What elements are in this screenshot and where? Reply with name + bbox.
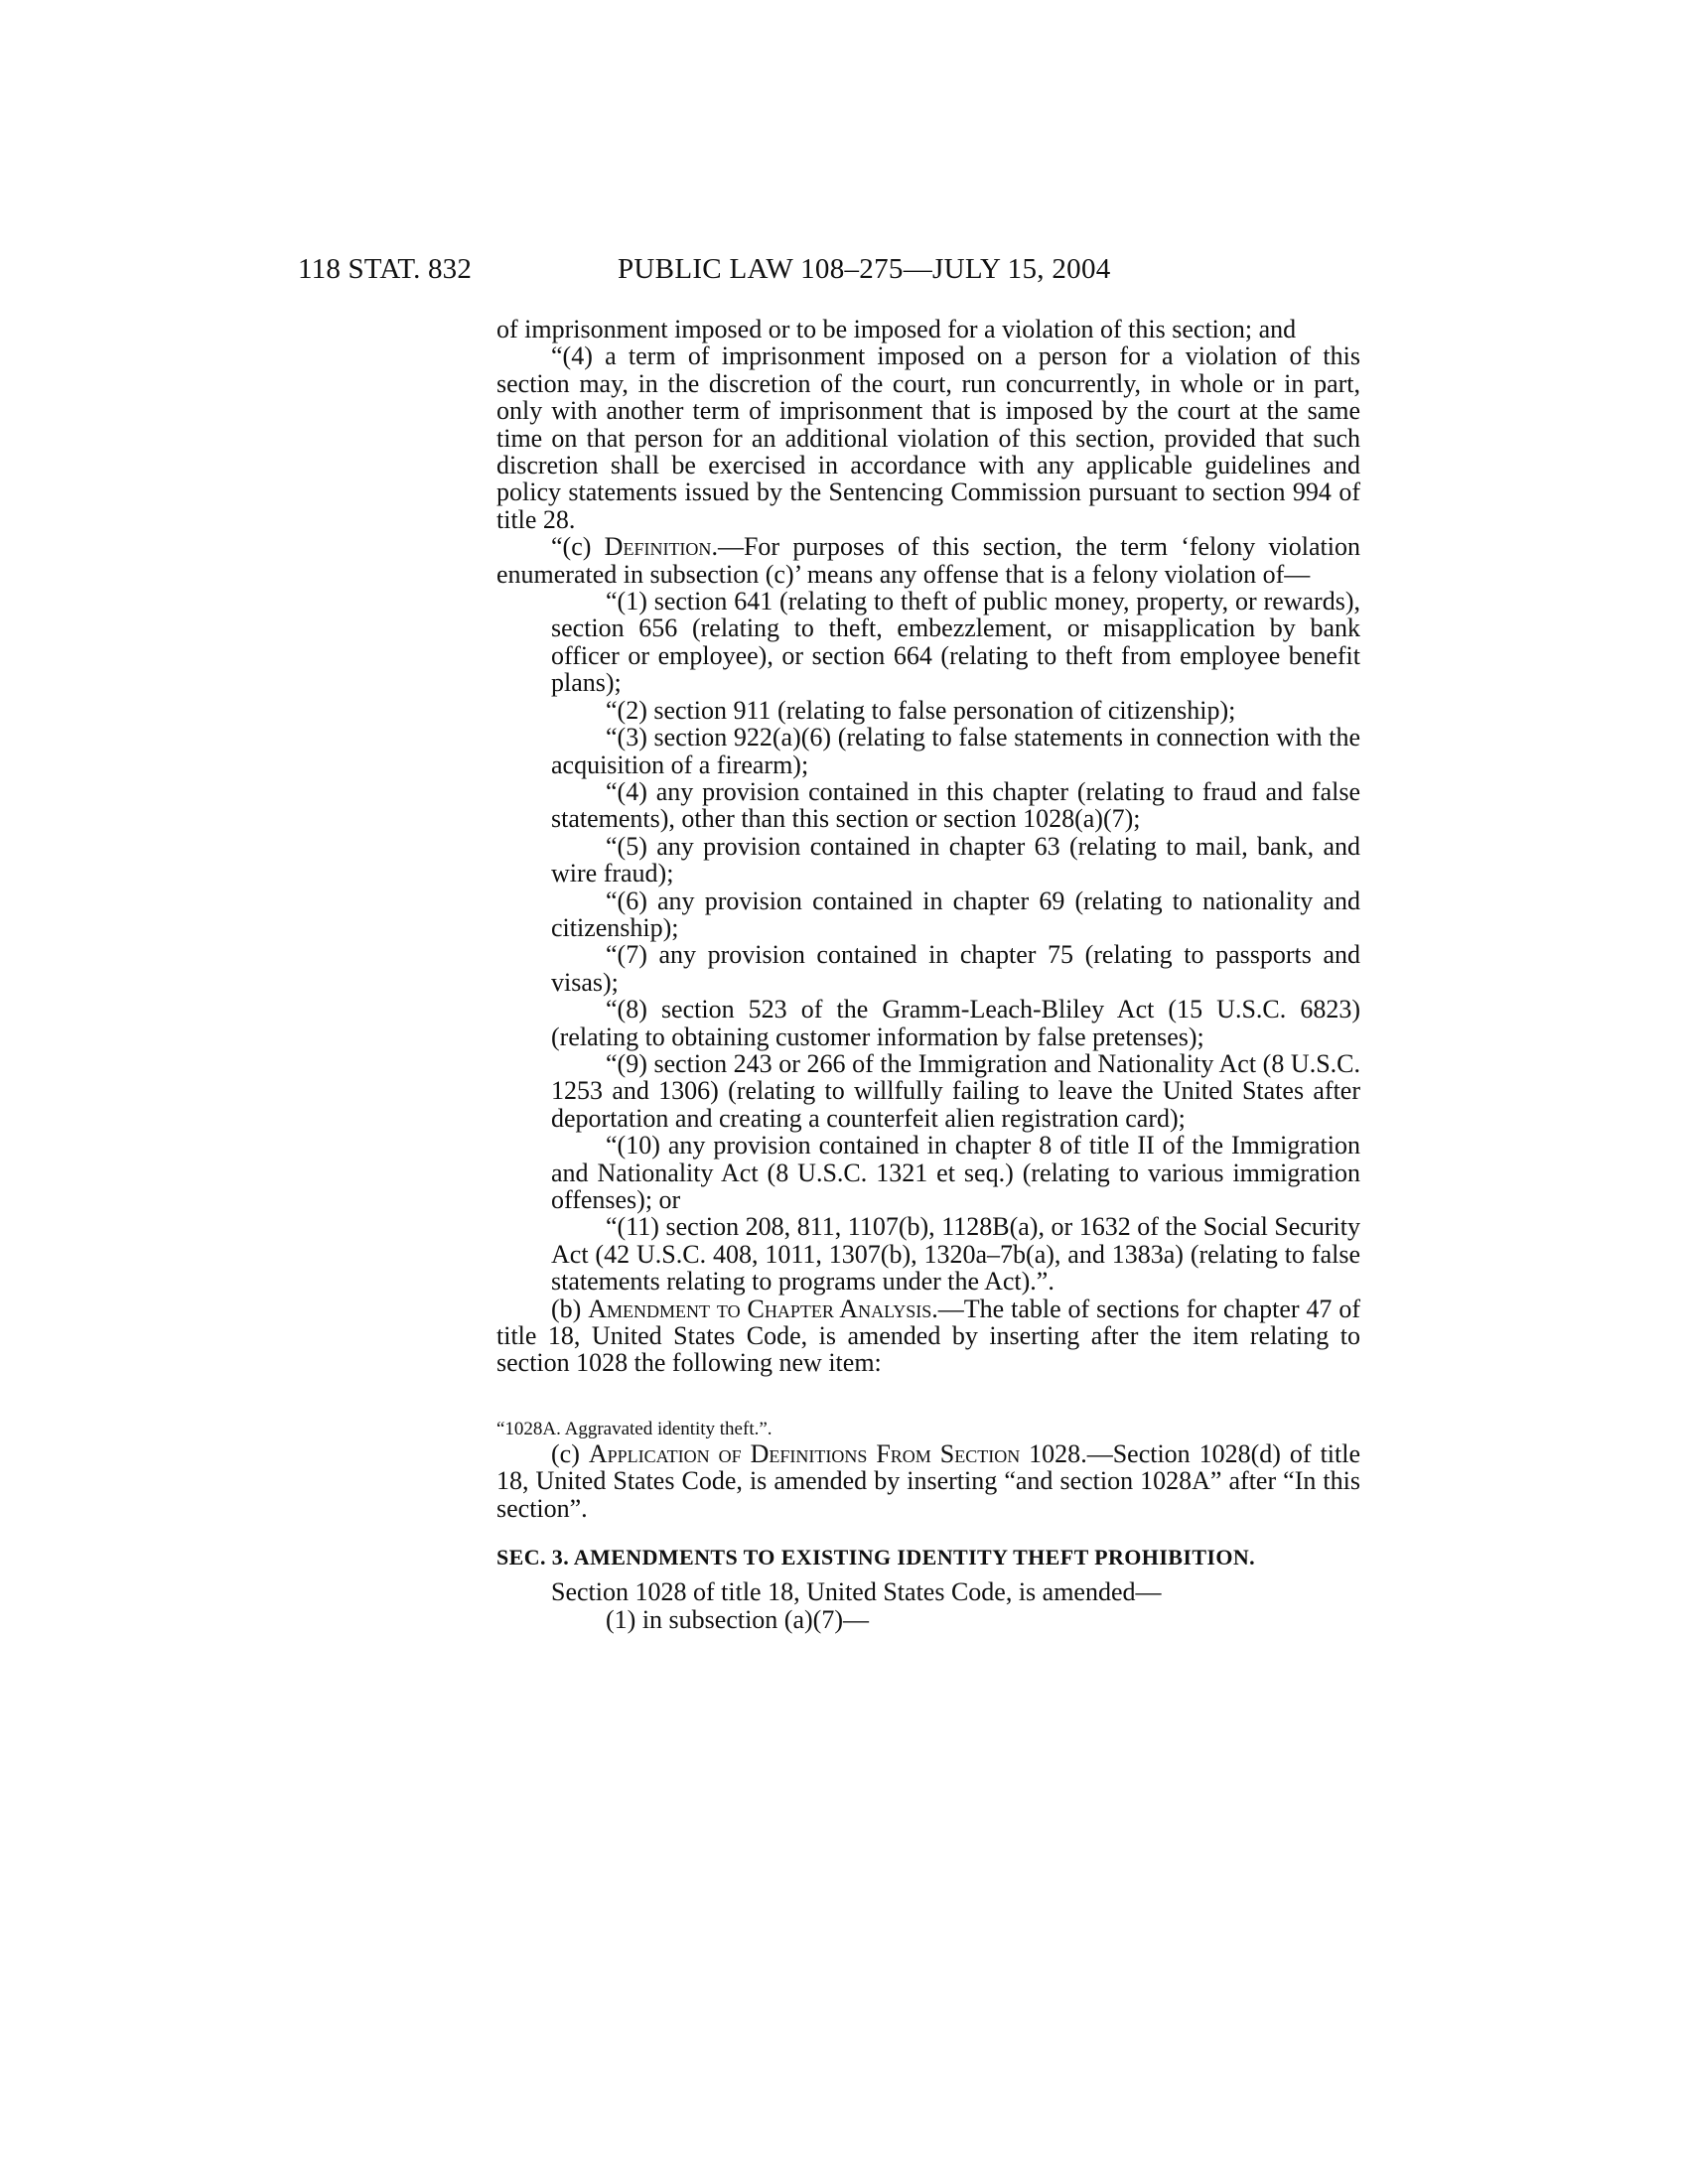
definition-item-5: “(5) any provision contained in chapter 63 (relating to mail, bank, and wire fraud); [551, 831, 1360, 888]
subsection-c-text: .—For purposes of this section, the term ‘felony violation enumerated in subsection (c)’ means any offense that is a felony violation of— [496, 532, 1360, 589]
subsection-b-text: .—The table of sections for chapter 47 of title 18, United States Code, is amended by inserting after the item relating to section 1028 the following new item: [496, 1294, 1360, 1378]
subsection-b-amendment [496, 1296, 1360, 1377]
definition-item-9: “(9) section 243 or 266 of the Immigration and Nationality Act (8 U.S.C. 1253 and 1306) (relating to willfully failing to leave the United States after deportation and creating a counterfeit alien registration card); [551, 1048, 1360, 1133]
subsection-b-heading: Amendment to Chapter Analysis [588, 1294, 932, 1323]
table-of-sections-item: “1028A. Aggravated identity theft.”. [496, 1418, 773, 1439]
statute-page-number: 118 STAT. 832 [298, 253, 473, 285]
paragraph-item-4: “(4) a term of imprisonment imposed on a person for a violation of this section may, in the discretion of the court, run concurrently, in whole or in part, only with another term of imprisonment that is imposed by the court at the same time on that person for an additional violation of this section, provided that such discretion shall be exercised in accordance with any applicable guidelines and policy statements issued by the Sentencing Commission pursuant to section 994 of title 28. [496, 341, 1360, 534]
definition-item-7: “(7) any provision contained in chapter 75 (relating to passports and visas); [551, 940, 1360, 997]
section-3-text: Section 1028 of title 18, United States Code, is amended— [551, 1577, 1162, 1607]
definition-item-10: “(10) any provision contained in chapter 8 of title II of the Immigration and Nationality Act (8 U.S.C. 1321 et seq.) (relating to various immigration offenses); or [551, 1131, 1360, 1214]
running-header: PUBLIC LAW 108–275—JULY 15, 2004 [618, 253, 1111, 285]
paragraph-continuation: of imprisonment imposed or to be imposed for a violation of this section; and [496, 315, 1297, 343]
subsection-c-heading: Definition [604, 532, 712, 562]
subsection-c2-heading: Application of Definitions From Section 1028 [588, 1438, 1081, 1468]
definition-item-4: “(4) any provision contained in this chapter (relating to fraud and false statements), other than this section or section 1028(a)(7); [551, 776, 1360, 834]
subsection-b-lead: (b) [551, 1294, 589, 1323]
definition-item-8: “(8) section 523 of the Gramm-Leach-Bliley Act (15 U.S.C. 6823) (relating to obtaining customer information by false pretenses); [551, 995, 1360, 1051]
subsection-c-definition [496, 533, 1360, 588]
subsection-c-application [496, 1440, 1360, 1522]
definition-item-3: “(3) section 922(a)(6) (relating to false statements in connection with the acquisition of a firearm); [551, 723, 1360, 779]
definition-item-1: “(1) section 641 (relating to theft of public money, property, or rewards), section 656 (relating to theft, embezzlement, or misapplication by bank officer or employee), or section 664 (relating to theft from employee benefit plans); [551, 587, 1360, 698]
section-3-heading: SEC. 3. AMENDMENTS TO EXISTING IDENTITY THEFT PROHIBITION. [496, 1545, 1256, 1570]
definition-item-6: “(6) any provision contained in chapter 69 (relating to nationality and citizenship); [551, 886, 1360, 942]
definition-item-11: “(11) section 208, 811, 1107(b), 1128B(a), or 1632 of the Social Security Act (42 U.S.C. 408, 1011, 1307(b), 1320a–7b(a), and 1383a) (relating to false statements relating to programs under the Act).”. [551, 1212, 1360, 1297]
subsection-c2-lead: (c) [551, 1438, 589, 1468]
definition-item-2: “(2) section 911 (relating to false personation of citizenship); [606, 695, 1236, 725]
section-3-item-1: (1) in subsection (a)(7)— [606, 1604, 869, 1634]
subsection-c-lead: “(c) [551, 532, 605, 562]
document-body [496, 316, 1360, 1633]
subsection-c2-text: .—Section 1028(d) of title 18, United States Code, is amended by inserting “and section 1028A” after “In this section”. [496, 1438, 1361, 1523]
